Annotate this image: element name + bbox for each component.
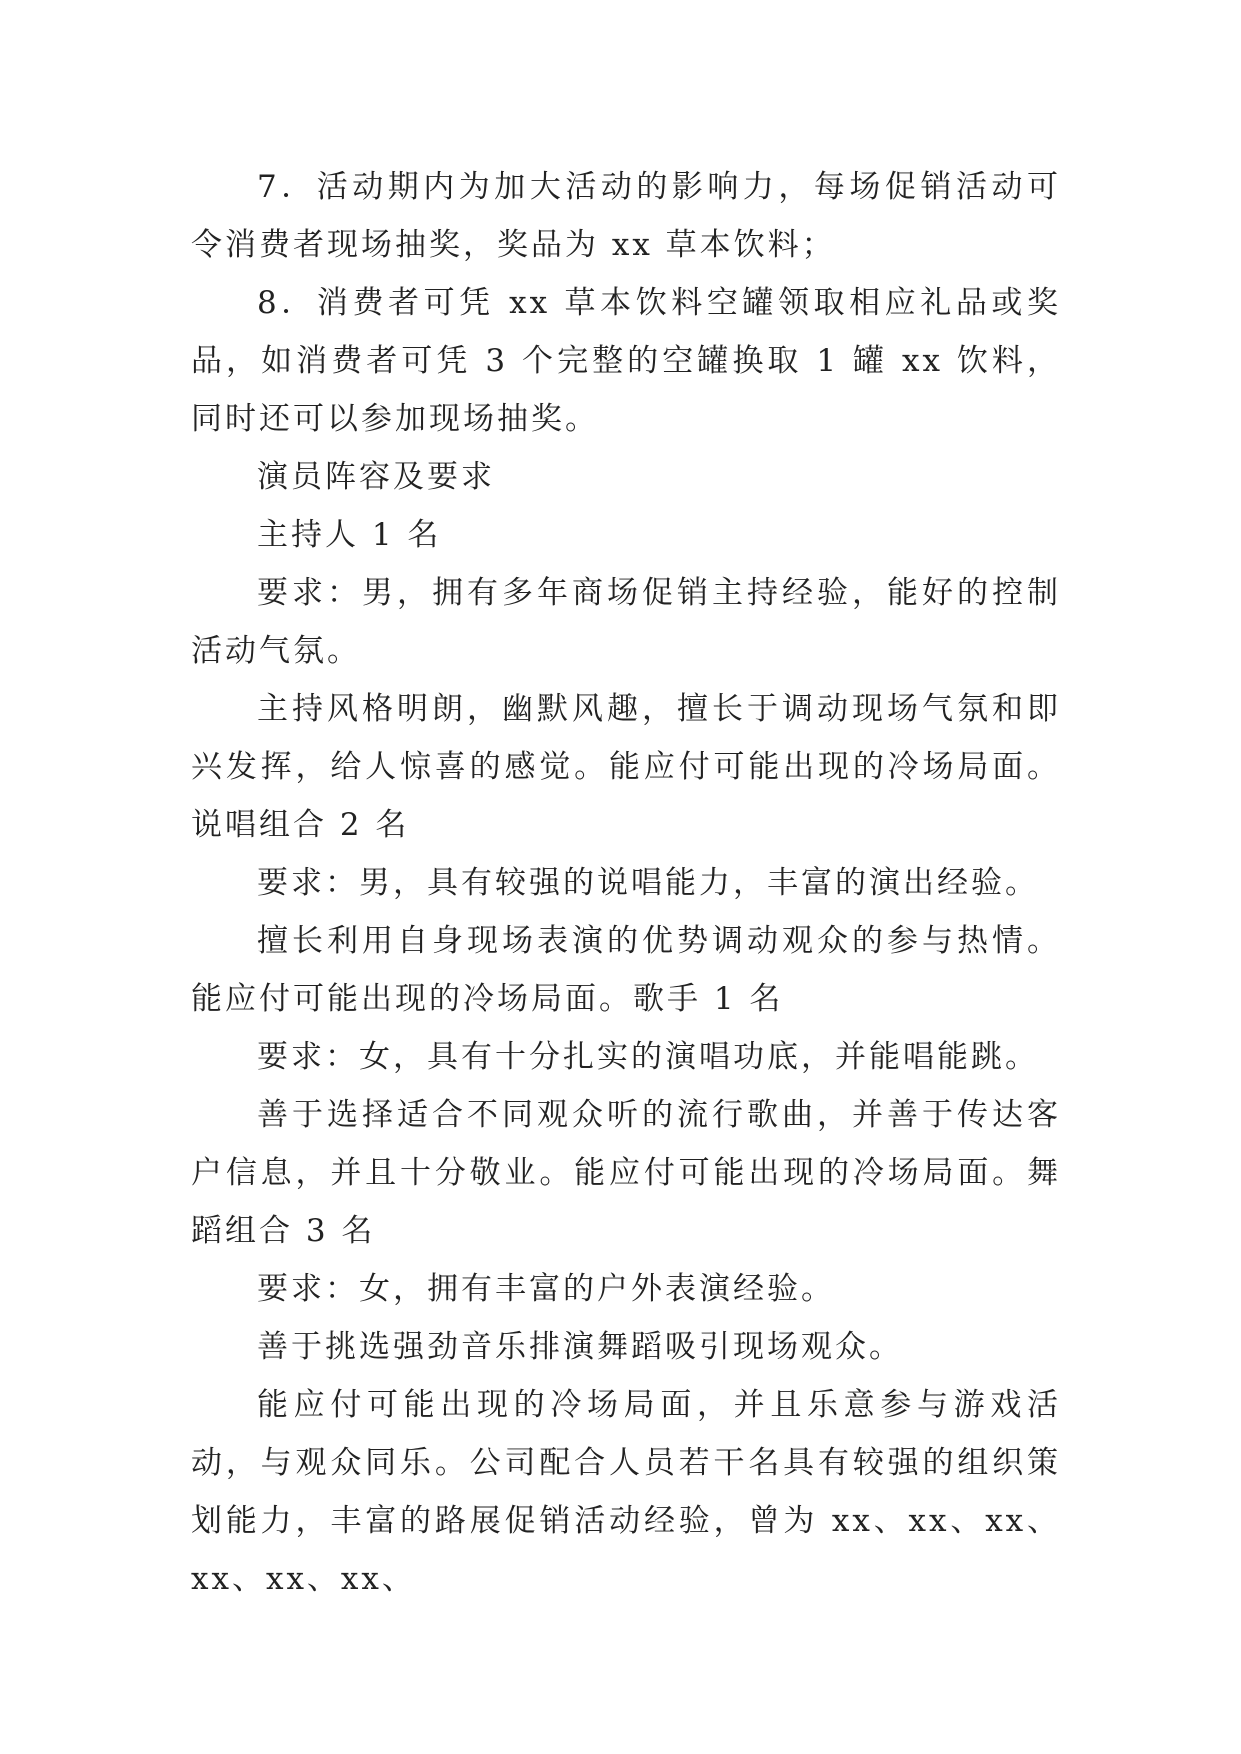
- paragraph-dance-style: 善于挑选强劲音乐排演舞蹈吸引现场观众。: [257, 1329, 903, 1365]
- paragraph-rap-requirements: 要求：男，具有较强的说唱能力，丰富的演出经验。: [257, 865, 1039, 901]
- paragraph-item-7: 7．活动期内为加大活动的影响力，每场促销活动可令消费者现场抽奖，奖品为 xx 草本饮料；: [191, 169, 1061, 263]
- document-body: [191, 158, 1061, 1608]
- paragraph-rap-style: 擅长利用自身现场表演的优势调动观众的参与热情。能应付可能出现的冷场局面。歌手 1 名: [191, 923, 1061, 1017]
- paragraph-singer-requirements: 要求：女，具有十分扎实的演唱功底，并能唱能跳。: [257, 1039, 1039, 1075]
- paragraph-dance-requirements: 要求：女，拥有丰富的户外表演经验。: [257, 1271, 835, 1307]
- paragraph-host-style: 主持风格明朗，幽默风趣，擅长于调动现场气氛和即兴发挥，给人惊喜的感觉。能应付可能出现的冷场局面。说唱组合 2 名: [191, 691, 1061, 843]
- paragraph-host-requirements: 要求：男，拥有多年商场促销主持经验，能好的控制活动气氛。: [191, 575, 1061, 669]
- paragraph-dance-and-staff: 能应付可能出现的冷场局面，并且乐意参与游戏活动，与观众同乐。公司配合人员若干名具有较强的组织策划能力，丰富的路展促销活动经验，曾为 xx、xx、xx、xx、xx、xx、: [191, 1387, 1061, 1597]
- section-heading-cast: 演员阵容及要求: [257, 459, 495, 495]
- paragraph-host-count: 主持人 1 名: [257, 517, 442, 553]
- paragraph-singer-style: 善于选择适合不同观众听的流行歌曲，并善于传达客户信息，并且十分敬业。能应付可能出现的冷场局面。舞蹈组合 3 名: [191, 1097, 1061, 1249]
- paragraph-item-8: 8．消费者可凭 xx 草本饮料空罐领取相应礼品或奖品，如消费者可凭 3 个完整的空罐换取 1 罐 xx 饮料，同时还可以参加现场抽奖。: [191, 285, 1061, 437]
